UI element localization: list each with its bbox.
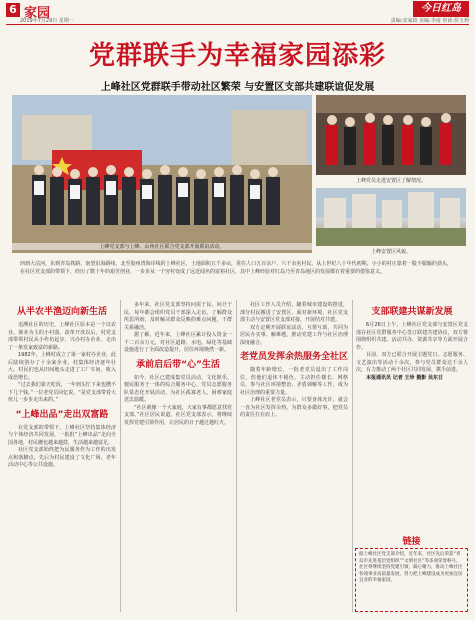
reporter-credit: 本报通讯员 记者 王珍 摄影 吴东日 [366,374,443,381]
photo3-caption: 上峰安置区风貌。 [370,249,411,255]
community-photo [316,188,466,246]
editors-line: 责编:宋家政 美编:李南 审读:侯玉莉 [390,18,469,24]
dateline: 2019年7月29日 星期一 [20,18,74,24]
paragraph: 1982年，上峰村成立了第一家村办企业，此后陆续创办了十余家企业，村集体经济逐年壮大。村民们也从田间地头走进了工厂车间，收入成倍增长。 [8,352,116,381]
brand-logo: 今日红岛 [413,1,469,17]
masthead-rule [6,24,469,25]
link-box [355,548,468,612]
paragraph: 追溯社区的历史，上峰社区原本是一个以农业、渔业为主的小村落。改革开放以后，村党支部带领村民从小作坊起步，兴办村办企业，走出了一条发家致富的新路。 [8,322,116,351]
paragraph: 社区工作人员介绍，随着城市建设的推进，部分村民搬进了安置区，面对新环境，社区党支部主动与安置区党支部对接，开展结对共建。 [240,302,348,323]
paragraph: 社区党支部始终把为民服务作为工作的出发点和落脚点，先后为村民建设了文化广场、老年活动中心等公共设施。 [8,447,116,468]
column-heading: 支部联建共谋新发展 [371,307,453,317]
paragraph: “社区就像一个大家庭，大家有事都愿意找党支部。”社区居民说道。社区党支部表示，将继续发挥党建引领作用，让居民的日子越过越红火。 [124,404,232,426]
paragraph: 目前，双方已联合开展主题党日、志愿服务、文艺演出等活动十余次，参与党员群众达千余人次，有力推动了两个社区共同发展、携手前进。 [356,352,468,373]
paragraph: 据了解，近年来，上峰社区累计投入资金一千二百余万元，对社区道路、水电、绿化等基础设施进行了全面改造提升，居住环境焕然一新。 [124,332,232,353]
meeting-photo-illustration [316,95,466,175]
paragraph: 上峰社区老党员表示，只要身体允许，就会一直为社区发挥余热，为群众多做好事，把党员的责任扛在肩上。 [240,397,348,418]
column-heading: 从半农半渔迈向新生活 [16,307,107,317]
link-box-title: 链接 [402,537,421,547]
column-heading: 承前启后带“心”生活 [136,359,220,370]
paragraph: “过去我们靠天吃饭，一年到头忙下来也攒不下几个钱。”一位老党员回忆说，“是党支部带着大伙儿一步步走出来的。” [8,382,116,403]
headline: 党群联手为幸福家园添彩 [88,41,386,71]
column-divider [236,300,237,612]
paragraph: 多年来，社区党支部坚持问需于民、问计于民，每年都会组织党员干部深入走访，了解群众所思所盼，及时解决群众反映的难点问题，干群关系融洽。 [124,302,232,331]
column-divider [352,300,353,612]
community-photo-illustration [316,188,466,246]
column-divider [120,300,121,612]
intro-paragraph: 西到大沽河，东到青岛铁路，南望沿海路线，北至胶州湾海岸线的上峰社区，土地面积五千多亩，常住人口五百余户，六千余名村民。从上世纪八十年代初期，小小的村庄靠着一股不服输的劲头，在社区党支部的带领下，经历了数十年的艰苦创业，一步步从一个穷村变成了远近闻名的富裕社区，其中上峰经验对红岛乃至青岛地区的发展都有着重要的借鉴意义。 [20,261,452,275]
paragraph: 在党支部的带领下，上峰社区坚持集体经济与个体经济共同发展，一批批“上峰出品”走向全国各地，村民腰包越来越鼓，生活越来越富足。 [8,424,116,446]
column-heading: “上峰出品”走出双富路 [15,409,109,420]
article-column-1 [8,302,116,470]
paragraph: 双方定期开展联谊活动，互帮互助，共同为居民办实事、解难题，推动党建工作与社区治理深度融合。 [240,324,348,346]
subheadline: 上峰社区党群联手带动社区繁荣 与安置区支部共建联谊促发展 [100,82,375,93]
photo2-caption: 上峰党员走进安置区了解情况。 [355,178,426,184]
paragraph: 随着年龄增长，一批老党员退出了工作岗位，但他们退休不褪色，主动担任楼长、网格员，参与社区环境整治、矛盾调解等工作，成为社区治理的重要力量。 [240,367,348,396]
article-column-3 [240,302,348,420]
article-column-2 [124,302,232,427]
meeting-photo [316,95,466,175]
section-title: 家园 [24,6,51,21]
page-number: 6 [6,3,20,17]
column-heading: 老党员发挥余热服务全社区 [240,352,349,362]
group-photo [12,95,312,253]
group-photo-illustration [12,95,312,253]
article-column-4 [356,302,468,382]
link-box-text: 据上峰社区党支部介绍，近年来，社区先后荣获“青岛市先进基层党组织”“文明社区”等多项荣誉称号。社区将继续坚持党建引领，凝心聚力，推动上峰社区各项事业高质量发展，努力把上峰建设成为更加宜居宜业的幸福家园。 [359,552,463,583]
paragraph: 6月26日上午，上峰社区党支部与安置区党支部在社区党群服务中心签订联建共建协议，双方将围绕组织共建、活动共办、资源共享等方面开展合作。 [356,322,468,351]
paragraph: 如今，社区已建成集党员活动、文化娱乐、便民服务于一体的综合服务中心，党员志愿服务队常态化开展活动，为社区孤寡老人、困难家庭送去温暖。 [124,374,232,403]
photo1-caption: 上峰党支部与上峰、山角社区联合党支部开展联谊活动。 [12,243,312,250]
